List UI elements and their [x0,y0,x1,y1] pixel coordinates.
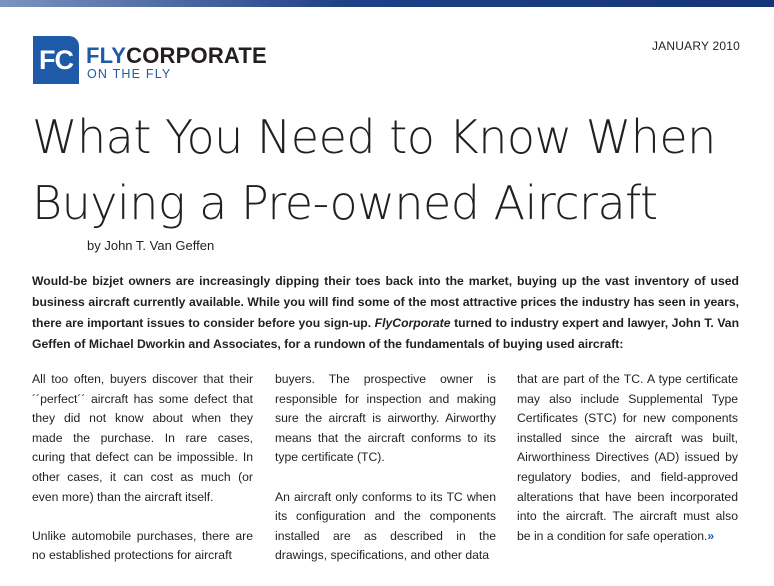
article-title-line-2: Buying a Pre-owned Aircraft [32,176,658,230]
byline: by John T. Van Geffen [87,238,215,253]
body-paragraph [517,370,738,546]
lede-publication-name: FlyCorporate [374,316,451,330]
body-paragraph-text: that are part of the TC. A type certificate may also include Supplemental Type Certificates (STC) for new components installed since the aircraft was built, Airworthiness Directives (AD) issued by regulatory bodies, and field-approved alterations that have been incorporated into the aircraft. The aircraft must also be in a condition for safe operation. [517,372,738,543]
logo-tagline: ON THE FLY [87,67,172,81]
body-paragraph: An aircraft only conforms to its TC when its configuration and the components installed are as described in the drawings, specifications, and other data [275,489,496,563]
logo-name [86,43,267,69]
lede-text-1: Would-be bizjet owners are increasingly dipping their toes back into the market, buying up the vast inventory of used business aircraft currently available. While you will find some of the most attractive prices the industry has seen in years, there are important issues to consider before you sign-up. [32,274,739,330]
body-paragraph: buyers. The prospective owner is responsible for inspection and making sure the aircraft is airworthy. Airworthy means that the aircraft conforms to its type certificate (TC). [275,372,496,465]
lede-paragraph [32,271,739,355]
article-title-line-1: What You Need to Know When [32,110,716,164]
header-decorative-bar [0,0,774,7]
body-column-3 [517,370,738,566]
logo-name-corporate: CORPORATE [126,43,267,68]
body-column-2 [275,370,496,586]
issue-date: JANUARY 2010 [651,39,740,53]
flycorporate-logo [33,36,273,88]
logo-mark: FC [33,36,79,84]
body-paragraph: All too often, buyers discover that their ´´perfect´´ aircraft has some defect that they did not know about when they made the purchase. In rare cases, curing that defect can be impossible. In other cases, it can cost as much (or even more) than the aircraft itself. [32,372,253,504]
article-title [32,104,752,236]
body-paragraph: Unlike automobile purchases, there are no established protections for aircraft [32,528,253,563]
continue-arrow-link[interactable]: » [707,528,715,543]
body-column-1 [32,370,253,586]
lede-text-2: turned to industry expert and lawyer, John T. Van Geffen of Michael Dworkin and Associates, for a rundown of the fundamentals of buying used aircraft: [32,316,740,351]
logo-name-fly: FLY [86,43,127,68]
